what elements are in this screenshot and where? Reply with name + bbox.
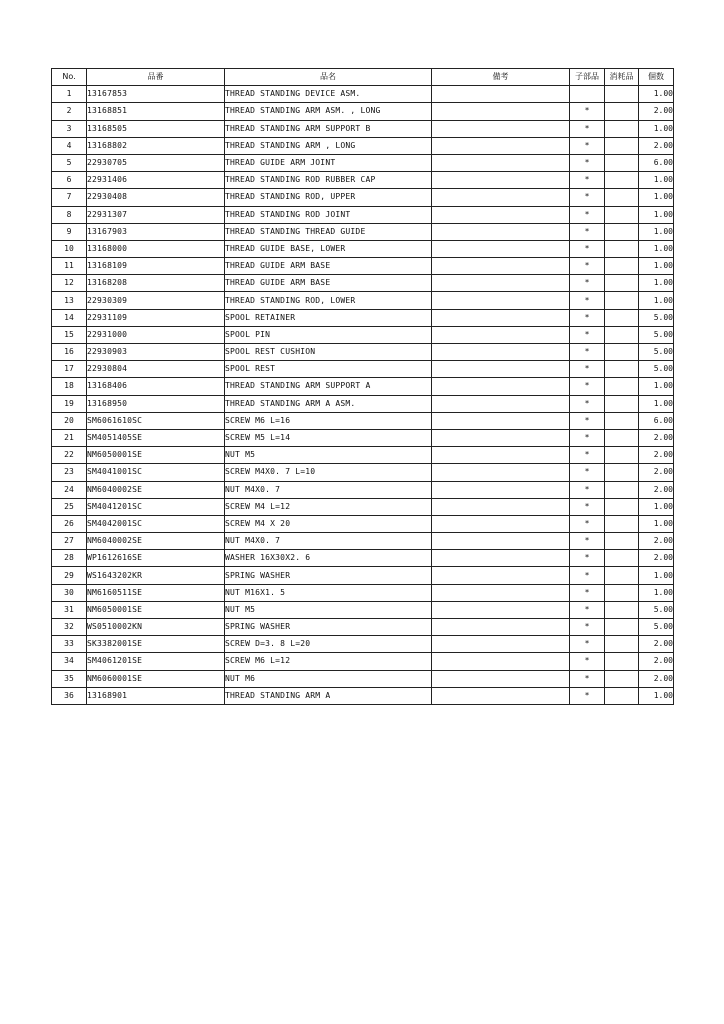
cell-no: 31	[52, 601, 87, 618]
cell-remarks	[432, 584, 570, 601]
cell-part-number: 13168802	[87, 137, 225, 154]
cell-part-number: 13168851	[87, 103, 225, 120]
cell-consumable-mark	[605, 344, 639, 361]
table-row	[52, 86, 674, 103]
cell-sub-part-mark: *	[570, 601, 605, 618]
cell-consumable-mark	[605, 154, 639, 171]
cell-part-name: SPRING WASHER	[225, 619, 432, 636]
cell-part-name: THREAD STANDING DEVICE ASM.	[225, 86, 432, 103]
cell-no: 28	[52, 550, 87, 567]
cell-no: 35	[52, 670, 87, 687]
cell-part-number: 13168505	[87, 120, 225, 137]
cell-part-name: THREAD GUIDE ARM BASE	[225, 275, 432, 292]
cell-sub-part-mark: *	[570, 687, 605, 704]
cell-part-number: 13167903	[87, 223, 225, 240]
cell-part-name: THREAD GUIDE BASE, LOWER	[225, 240, 432, 257]
table-row	[52, 223, 674, 240]
cell-remarks	[432, 412, 570, 429]
cell-no: 16	[52, 344, 87, 361]
cell-sub-part-mark: *	[570, 515, 605, 532]
cell-no: 23	[52, 464, 87, 481]
cell-no: 34	[52, 653, 87, 670]
table-row	[52, 653, 674, 670]
cell-part-name: SCREW M4 L=12	[225, 498, 432, 515]
cell-consumable-mark	[605, 533, 639, 550]
cell-quantity: 1.00	[639, 378, 674, 395]
cell-remarks	[432, 326, 570, 343]
cell-sub-part-mark: *	[570, 103, 605, 120]
cell-consumable-mark	[605, 464, 639, 481]
cell-part-name: THREAD STANDING ARM ASM. , LONG	[225, 103, 432, 120]
cell-no: 20	[52, 412, 87, 429]
cell-remarks	[432, 464, 570, 481]
cell-no: 9	[52, 223, 87, 240]
parts-table	[51, 68, 674, 705]
table-row	[52, 447, 674, 464]
cell-no: 4	[52, 137, 87, 154]
cell-part-number: NM6060001SE	[87, 670, 225, 687]
cell-part-name: WASHER 16X30X2. 6	[225, 550, 432, 567]
cell-no: 21	[52, 429, 87, 446]
cell-sub-part-mark: *	[570, 429, 605, 446]
table-row	[52, 429, 674, 446]
cell-part-name: THREAD STANDING ARM A ASM.	[225, 395, 432, 412]
cell-no: 1	[52, 86, 87, 103]
cell-no: 19	[52, 395, 87, 412]
cell-sub-part-mark: *	[570, 275, 605, 292]
table-row	[52, 189, 674, 206]
cell-sub-part-mark: *	[570, 653, 605, 670]
cell-no: 32	[52, 619, 87, 636]
cell-quantity: 5.00	[639, 344, 674, 361]
cell-no: 26	[52, 515, 87, 532]
cell-part-number: SM4061201SE	[87, 653, 225, 670]
cell-no: 8	[52, 206, 87, 223]
cell-consumable-mark	[605, 103, 639, 120]
parts-list-sheet	[51, 68, 673, 705]
cell-quantity: 6.00	[639, 412, 674, 429]
cell-part-name: NUT M6	[225, 670, 432, 687]
cell-part-name: THREAD STANDING THREAD GUIDE	[225, 223, 432, 240]
cell-sub-part-mark: *	[570, 154, 605, 171]
cell-quantity: 2.00	[639, 464, 674, 481]
cell-sub-part-mark: *	[570, 498, 605, 515]
cell-sub-part-mark: *	[570, 567, 605, 584]
cell-part-name: SCREW M5 L=14	[225, 429, 432, 446]
cell-quantity: 1.00	[639, 584, 674, 601]
cell-no: 29	[52, 567, 87, 584]
cell-part-number: NM6040002SE	[87, 533, 225, 550]
cell-part-name: THREAD STANDING ARM , LONG	[225, 137, 432, 154]
cell-consumable-mark	[605, 584, 639, 601]
header-row	[52, 69, 674, 86]
table-row	[52, 412, 674, 429]
cell-remarks	[432, 189, 570, 206]
cell-consumable-mark	[605, 601, 639, 618]
cell-part-name: NUT M4X0. 7	[225, 533, 432, 550]
cell-part-number: 13167853	[87, 86, 225, 103]
cell-quantity: 5.00	[639, 601, 674, 618]
cell-quantity: 1.00	[639, 292, 674, 309]
cell-quantity: 1.00	[639, 206, 674, 223]
table-row	[52, 481, 674, 498]
cell-part-number: NM6050001SE	[87, 447, 225, 464]
cell-sub-part-mark: *	[570, 172, 605, 189]
cell-remarks	[432, 258, 570, 275]
cell-remarks	[432, 206, 570, 223]
table-row	[52, 601, 674, 618]
table-row	[52, 378, 674, 395]
cell-sub-part-mark: *	[570, 550, 605, 567]
cell-remarks	[432, 120, 570, 137]
cell-part-number: 22930309	[87, 292, 225, 309]
table-row	[52, 206, 674, 223]
header-consumable: 消耗品	[605, 69, 639, 86]
table-row	[52, 344, 674, 361]
header-part-name: 品名	[225, 69, 432, 86]
cell-no: 17	[52, 361, 87, 378]
cell-part-name: THREAD STANDING ARM A	[225, 687, 432, 704]
table-row	[52, 464, 674, 481]
cell-quantity: 1.00	[639, 567, 674, 584]
cell-consumable-mark	[605, 687, 639, 704]
cell-remarks	[432, 636, 570, 653]
cell-sub-part-mark: *	[570, 240, 605, 257]
cell-part-name: THREAD STANDING ROD, LOWER	[225, 292, 432, 309]
cell-part-name: SPOOL REST	[225, 361, 432, 378]
cell-part-number: 13168950	[87, 395, 225, 412]
cell-remarks	[432, 429, 570, 446]
cell-part-number: NM6050001SE	[87, 601, 225, 618]
cell-remarks	[432, 378, 570, 395]
cell-no: 14	[52, 309, 87, 326]
cell-remarks	[432, 395, 570, 412]
table-row	[52, 515, 674, 532]
cell-quantity: 2.00	[639, 103, 674, 120]
table-row	[52, 567, 674, 584]
cell-no: 15	[52, 326, 87, 343]
cell-consumable-mark	[605, 447, 639, 464]
cell-quantity: 1.00	[639, 86, 674, 103]
cell-consumable-mark	[605, 206, 639, 223]
cell-part-number: 22930903	[87, 344, 225, 361]
table-row	[52, 258, 674, 275]
cell-part-name: THREAD STANDING ROD RUBBER CAP	[225, 172, 432, 189]
table-row	[52, 326, 674, 343]
cell-no: 13	[52, 292, 87, 309]
cell-remarks	[432, 601, 570, 618]
cell-sub-part-mark: *	[570, 223, 605, 240]
table-row	[52, 550, 674, 567]
cell-sub-part-mark: *	[570, 670, 605, 687]
table-row	[52, 533, 674, 550]
header-quantity: 個数	[639, 69, 674, 86]
cell-remarks	[432, 567, 570, 584]
cell-sub-part-mark: *	[570, 292, 605, 309]
table-row	[52, 670, 674, 687]
cell-no: 25	[52, 498, 87, 515]
cell-remarks	[432, 275, 570, 292]
cell-sub-part-mark: *	[570, 361, 605, 378]
cell-consumable-mark	[605, 515, 639, 532]
cell-part-name: SPOOL PIN	[225, 326, 432, 343]
cell-quantity: 2.00	[639, 636, 674, 653]
cell-no: 12	[52, 275, 87, 292]
cell-quantity: 1.00	[639, 275, 674, 292]
cell-part-name: SPOOL REST CUSHION	[225, 344, 432, 361]
cell-part-name: THREAD GUIDE ARM JOINT	[225, 154, 432, 171]
table-row	[52, 687, 674, 704]
cell-part-name: THREAD STANDING ARM SUPPORT B	[225, 120, 432, 137]
cell-sub-part-mark: *	[570, 120, 605, 137]
cell-part-number: 22930408	[87, 189, 225, 206]
cell-quantity: 1.00	[639, 395, 674, 412]
cell-consumable-mark	[605, 172, 639, 189]
cell-quantity: 1.00	[639, 258, 674, 275]
cell-part-name: SPRING WASHER	[225, 567, 432, 584]
table-row	[52, 154, 674, 171]
cell-no: 11	[52, 258, 87, 275]
cell-consumable-mark	[605, 361, 639, 378]
cell-part-name: SPOOL RETAINER	[225, 309, 432, 326]
cell-quantity: 1.00	[639, 515, 674, 532]
cell-part-number: SM4041201SC	[87, 498, 225, 515]
cell-no: 7	[52, 189, 87, 206]
cell-consumable-mark	[605, 395, 639, 412]
header-no: No.	[52, 69, 87, 86]
cell-part-number: 22930804	[87, 361, 225, 378]
header-sub-part: 子部品	[570, 69, 605, 86]
cell-sub-part-mark: *	[570, 378, 605, 395]
cell-part-name: THREAD STANDING ROD JOINT	[225, 206, 432, 223]
cell-remarks	[432, 653, 570, 670]
cell-no: 36	[52, 687, 87, 704]
cell-part-number: 13168109	[87, 258, 225, 275]
cell-part-name: NUT M16X1. 5	[225, 584, 432, 601]
cell-remarks	[432, 361, 570, 378]
cell-part-number: SM4042001SC	[87, 515, 225, 532]
cell-quantity: 1.00	[639, 120, 674, 137]
cell-part-number: 13168901	[87, 687, 225, 704]
cell-remarks	[432, 103, 570, 120]
cell-part-name: NUT M5	[225, 601, 432, 618]
cell-remarks	[432, 223, 570, 240]
table-row	[52, 120, 674, 137]
cell-sub-part-mark: *	[570, 189, 605, 206]
cell-remarks	[432, 86, 570, 103]
cell-quantity: 1.00	[639, 172, 674, 189]
cell-consumable-mark	[605, 137, 639, 154]
cell-sub-part-mark: *	[570, 206, 605, 223]
cell-no: 2	[52, 103, 87, 120]
cell-quantity: 5.00	[639, 361, 674, 378]
table-row	[52, 275, 674, 292]
cell-consumable-mark	[605, 240, 639, 257]
cell-remarks	[432, 515, 570, 532]
cell-part-number: 13168406	[87, 378, 225, 395]
cell-part-number: SK3382001SE	[87, 636, 225, 653]
table-row	[52, 361, 674, 378]
cell-consumable-mark	[605, 223, 639, 240]
cell-no: 18	[52, 378, 87, 395]
cell-part-name: NUT M5	[225, 447, 432, 464]
cell-consumable-mark	[605, 498, 639, 515]
cell-quantity: 2.00	[639, 137, 674, 154]
cell-sub-part-mark: *	[570, 326, 605, 343]
cell-consumable-mark	[605, 309, 639, 326]
table-row	[52, 103, 674, 120]
cell-sub-part-mark: *	[570, 636, 605, 653]
cell-sub-part-mark: *	[570, 481, 605, 498]
cell-part-name: NUT M4X0. 7	[225, 481, 432, 498]
cell-quantity: 2.00	[639, 550, 674, 567]
cell-part-number: NM6040002SE	[87, 481, 225, 498]
cell-remarks	[432, 481, 570, 498]
cell-remarks	[432, 498, 570, 515]
cell-consumable-mark	[605, 670, 639, 687]
cell-sub-part-mark: *	[570, 584, 605, 601]
cell-sub-part-mark: *	[570, 258, 605, 275]
cell-part-name: SCREW M4X0. 7 L=10	[225, 464, 432, 481]
cell-sub-part-mark: *	[570, 412, 605, 429]
cell-no: 30	[52, 584, 87, 601]
cell-remarks	[432, 137, 570, 154]
table-row	[52, 619, 674, 636]
cell-no: 24	[52, 481, 87, 498]
table-row	[52, 636, 674, 653]
cell-quantity: 1.00	[639, 498, 674, 515]
cell-remarks	[432, 240, 570, 257]
cell-part-name: SCREW D=3. 8 L=20	[225, 636, 432, 653]
cell-quantity: 1.00	[639, 223, 674, 240]
cell-no: 5	[52, 154, 87, 171]
cell-quantity: 2.00	[639, 670, 674, 687]
cell-quantity: 2.00	[639, 481, 674, 498]
cell-part-name: THREAD STANDING ROD, UPPER	[225, 189, 432, 206]
cell-consumable-mark	[605, 567, 639, 584]
cell-no: 3	[52, 120, 87, 137]
table-row	[52, 395, 674, 412]
cell-part-number: NM6160511SE	[87, 584, 225, 601]
cell-no: 27	[52, 533, 87, 550]
cell-sub-part-mark: *	[570, 344, 605, 361]
cell-quantity: 2.00	[639, 429, 674, 446]
cell-part-number: WP1612616SE	[87, 550, 225, 567]
table-row	[52, 498, 674, 515]
cell-part-number: 13168208	[87, 275, 225, 292]
cell-part-number: WS0510002KN	[87, 619, 225, 636]
cell-no: 22	[52, 447, 87, 464]
cell-consumable-mark	[605, 481, 639, 498]
cell-quantity: 5.00	[639, 326, 674, 343]
cell-quantity: 1.00	[639, 189, 674, 206]
parts-table-body	[52, 86, 674, 705]
table-row	[52, 240, 674, 257]
cell-remarks	[432, 533, 570, 550]
cell-quantity: 2.00	[639, 533, 674, 550]
cell-quantity: 5.00	[639, 619, 674, 636]
cell-remarks	[432, 670, 570, 687]
cell-part-name: THREAD STANDING ARM SUPPORT A	[225, 378, 432, 395]
cell-consumable-mark	[605, 636, 639, 653]
table-row	[52, 292, 674, 309]
cell-remarks	[432, 292, 570, 309]
cell-quantity: 6.00	[639, 154, 674, 171]
cell-no: 10	[52, 240, 87, 257]
cell-part-number: WS1643202KR	[87, 567, 225, 584]
cell-sub-part-mark: *	[570, 137, 605, 154]
cell-sub-part-mark: *	[570, 533, 605, 550]
cell-quantity: 2.00	[639, 447, 674, 464]
cell-consumable-mark	[605, 275, 639, 292]
cell-remarks	[432, 619, 570, 636]
cell-consumable-mark	[605, 619, 639, 636]
cell-consumable-mark	[605, 258, 639, 275]
cell-quantity: 1.00	[639, 240, 674, 257]
cell-part-number: 13168000	[87, 240, 225, 257]
cell-remarks	[432, 447, 570, 464]
header-part-number: 品番	[87, 69, 225, 86]
cell-part-number: 22931406	[87, 172, 225, 189]
cell-remarks	[432, 309, 570, 326]
cell-consumable-mark	[605, 326, 639, 343]
cell-part-number: SM6061610SC	[87, 412, 225, 429]
cell-sub-part-mark: *	[570, 309, 605, 326]
cell-sub-part-mark: *	[570, 464, 605, 481]
cell-part-number: 22931000	[87, 326, 225, 343]
cell-consumable-mark	[605, 292, 639, 309]
table-row	[52, 584, 674, 601]
cell-no: 6	[52, 172, 87, 189]
table-row	[52, 172, 674, 189]
cell-part-number: 22930705	[87, 154, 225, 171]
cell-quantity: 2.00	[639, 653, 674, 670]
cell-consumable-mark	[605, 189, 639, 206]
cell-no: 33	[52, 636, 87, 653]
header-remarks: 備考	[432, 69, 570, 86]
cell-consumable-mark	[605, 120, 639, 137]
cell-part-name: SCREW M6 L=12	[225, 653, 432, 670]
table-row	[52, 309, 674, 326]
cell-consumable-mark	[605, 86, 639, 103]
cell-remarks	[432, 344, 570, 361]
cell-sub-part-mark: *	[570, 619, 605, 636]
cell-sub-part-mark	[570, 86, 605, 103]
cell-part-name: SCREW M4 X 20	[225, 515, 432, 532]
cell-consumable-mark	[605, 653, 639, 670]
cell-consumable-mark	[605, 412, 639, 429]
cell-remarks	[432, 550, 570, 567]
cell-remarks	[432, 172, 570, 189]
cell-remarks	[432, 687, 570, 704]
cell-part-name: THREAD GUIDE ARM BASE	[225, 258, 432, 275]
cell-consumable-mark	[605, 550, 639, 567]
table-row	[52, 137, 674, 154]
cell-part-number: 22931109	[87, 309, 225, 326]
cell-sub-part-mark: *	[570, 447, 605, 464]
cell-part-name: SCREW M6 L=16	[225, 412, 432, 429]
cell-remarks	[432, 154, 570, 171]
cell-consumable-mark	[605, 378, 639, 395]
cell-part-number: SM4041001SC	[87, 464, 225, 481]
cell-quantity: 5.00	[639, 309, 674, 326]
cell-sub-part-mark: *	[570, 395, 605, 412]
cell-part-number: SM4051405SE	[87, 429, 225, 446]
cell-part-number: 22931307	[87, 206, 225, 223]
cell-consumable-mark	[605, 429, 639, 446]
cell-quantity: 1.00	[639, 687, 674, 704]
